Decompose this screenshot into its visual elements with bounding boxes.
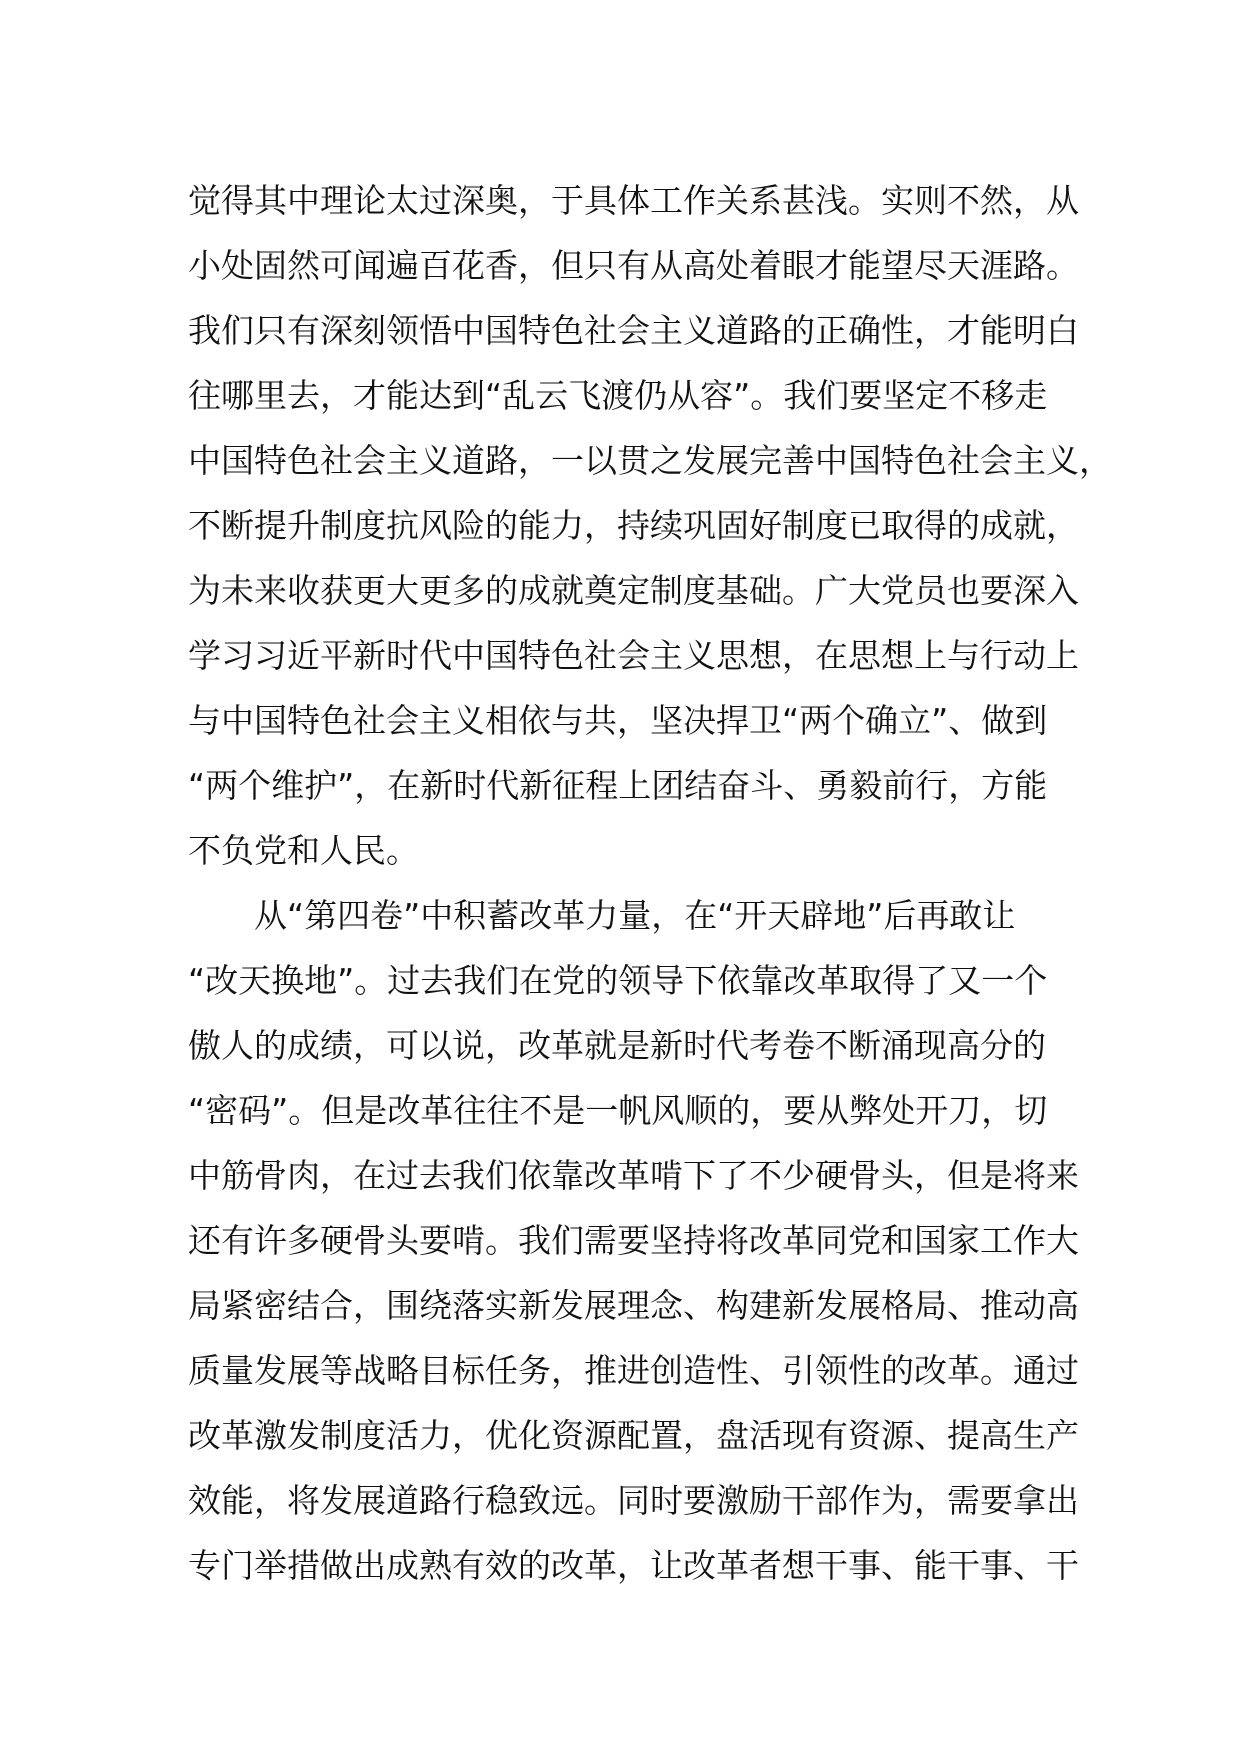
- text-line: 傲人的成绩，可以说，改革就是新时代考卷不断涌现高分的: [188, 1026, 1046, 1065]
- text-line: 学习习近平新时代中国特色社会主义思想，在思想上与行动上: [188, 636, 1079, 675]
- text-line: 不负党和人民。: [188, 831, 419, 870]
- text-line: “改天换地”。过去我们在党的领导下依靠改革取得了又一个: [188, 961, 1048, 1000]
- text-line: 觉得其中理论太过深奥，于具体工作关系甚浅。实则不然，从: [188, 181, 1079, 220]
- text-line: “密码”。但是改革往往不是一帆风顺的，要从弊处开刀，切: [188, 1091, 1048, 1130]
- text-line: 往哪里去，才能达到“乱云飞渡仍从容”。我们要坚定不移走: [188, 376, 1048, 415]
- text-line: 质量发展等战略目标任务，推进创造性、引领性的改革。通过: [188, 1351, 1079, 1390]
- text-line: 不断提升制度抗风险的能力，持续巩固好制度已取得的成就，: [188, 506, 1079, 545]
- text-line: 改革激发制度活力，优化资源配置，盘活现有资源、提高生产: [188, 1416, 1079, 1455]
- paragraph-start-line: 从“第四卷”中积蓄改革力量，在“开天辟地”后再敢让: [188, 896, 1016, 935]
- text-line: 中国特色社会主义道路，一以贯之发展完善中国特色社会主义，: [188, 441, 1112, 480]
- text-line: “两个维护”，在新时代新征程上团结奋斗、勇毅前行，方能: [188, 766, 1048, 805]
- body-text: [188, 168, 1112, 1598]
- text-line: 还有许多硬骨头要啃。我们需要坚持将改革同党和国家工作大: [188, 1221, 1079, 1260]
- text-line: 为未来收获更大更多的成就奠定制度基础。广大党员也要深入: [188, 571, 1079, 610]
- text-line: 局紧密结合，围绕落实新发展理念、构建新发展格局、推动高: [188, 1286, 1079, 1325]
- text-line: 专门举措做出成熟有效的改革，让改革者想干事、能干事、干: [188, 1546, 1079, 1585]
- text-line: 小处固然可闻遍百花香，但只有从高处着眼才能望尽天涯路。: [188, 246, 1079, 285]
- text-line: 我们只有深刻领悟中国特色社会主义道路的正确性，才能明白: [188, 311, 1079, 350]
- text-line: 中筋骨肉，在过去我们依靠改革啃下了不少硬骨头，但是将来: [188, 1156, 1079, 1195]
- text-line: 效能，将发展道路行稳致远。同时要激励干部作为，需要拿出: [188, 1481, 1079, 1520]
- text-line: 与中国特色社会主义相依与共，坚决捍卫“两个确立”、做到: [188, 701, 1048, 740]
